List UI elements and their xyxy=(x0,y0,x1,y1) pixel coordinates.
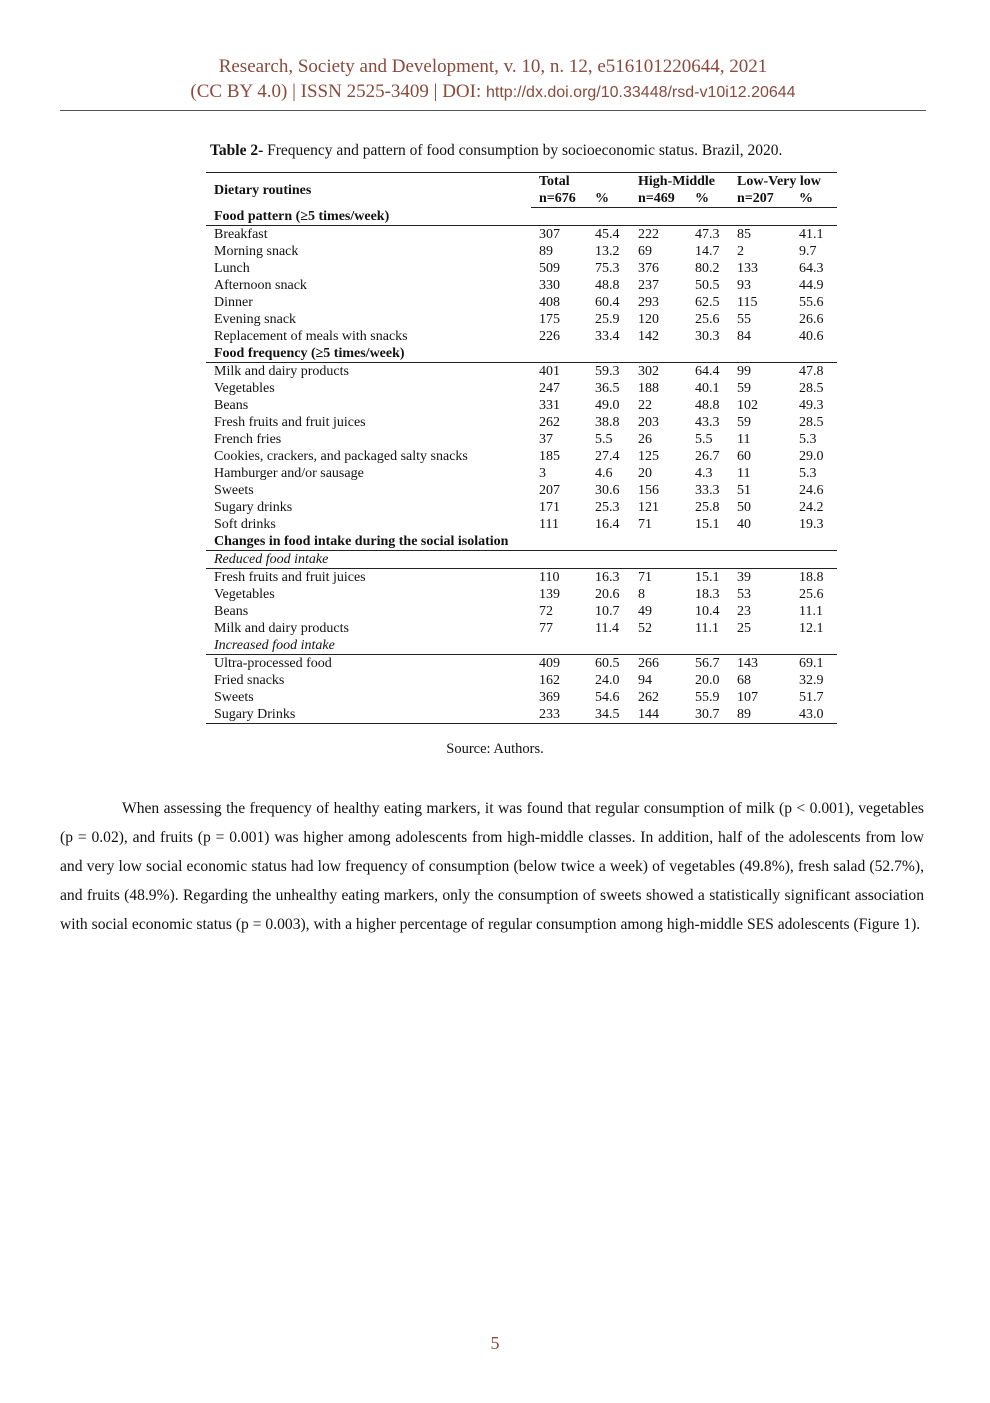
table-row xyxy=(206,586,837,603)
table-row xyxy=(206,603,837,620)
cell-routine: Milk and dairy products xyxy=(214,621,349,636)
table-caption xyxy=(210,141,850,161)
cell-low-n: 133 xyxy=(737,261,759,276)
header-high-middle: High-Middle xyxy=(630,173,729,191)
cell-routine: Vegetables xyxy=(214,381,275,396)
table-row xyxy=(206,499,837,516)
table-row xyxy=(206,328,837,345)
cell-routine: Sweets xyxy=(214,690,254,705)
cell-total-n: 111 xyxy=(539,517,559,532)
subsection-heading xyxy=(206,637,837,655)
cell-low-pct: 32.9 xyxy=(799,673,824,688)
cell-total-n: 72 xyxy=(539,604,553,619)
cell-routine: Morning snack xyxy=(214,244,299,259)
table-row xyxy=(206,260,837,277)
table-row xyxy=(206,465,837,482)
header-total: Total xyxy=(531,173,630,191)
cell-low-pct: 11.1 xyxy=(799,604,824,619)
cell-total-n: 3 xyxy=(539,466,546,481)
cell-high-pct: 40.1 xyxy=(695,381,720,396)
header-high-n: n=469 xyxy=(630,190,687,208)
cell-total-pct: 34.5 xyxy=(587,706,630,724)
table-row xyxy=(206,294,837,311)
cell-high-pct: 10.4 xyxy=(695,604,720,619)
license-issn-doi-line xyxy=(60,79,926,105)
cell-total-pct: 54.6 xyxy=(595,690,620,705)
cell-routine: Beans xyxy=(214,604,249,619)
header-total-pct: % xyxy=(587,190,630,208)
cell-low-pct: 19.3 xyxy=(799,517,824,532)
running-header xyxy=(60,54,926,105)
food-consumption-table xyxy=(206,172,837,724)
cell-low-n: 2 xyxy=(737,244,745,259)
header-low-very-low: Low-Very low xyxy=(729,173,837,191)
cell-routine: Sugary drinks xyxy=(214,500,293,515)
cell-high-pct: 30.7 xyxy=(687,706,729,724)
cell-routine: Sweets xyxy=(214,483,254,498)
cell-low-pct: 49.3 xyxy=(799,398,824,413)
cell-low-n: 115 xyxy=(737,295,758,310)
cell-high-pct: 14.7 xyxy=(695,244,720,259)
cell-total-n: 226 xyxy=(539,329,560,344)
cell-high-n: 266 xyxy=(638,656,660,671)
cell-high-n: 22 xyxy=(638,398,653,413)
cell-high-pct: 5.5 xyxy=(695,432,713,447)
cell-low-n: 51 xyxy=(737,483,752,498)
cell-total-n: 369 xyxy=(539,690,560,705)
cell-high-n: 222 xyxy=(638,227,660,242)
table-body xyxy=(206,208,837,724)
cell-high-pct: 11.1 xyxy=(695,621,719,636)
cell-high-n: 293 xyxy=(638,295,660,310)
cell-total-n: 247 xyxy=(539,381,560,396)
cell-low-pct: 28.5 xyxy=(799,415,824,430)
cell-low-n: 89 xyxy=(729,706,791,724)
cell-routine: Afternoon snack xyxy=(214,278,307,293)
cell-low-n: 99 xyxy=(737,364,752,379)
cell-high-n: 237 xyxy=(638,278,660,293)
table-row xyxy=(206,311,837,328)
cell-low-pct: 25.6 xyxy=(799,587,824,602)
cell-total-n: 509 xyxy=(539,261,560,276)
cell-high-pct: 55.9 xyxy=(695,690,720,705)
cell-total-n: 139 xyxy=(539,587,560,602)
table-row xyxy=(206,448,837,465)
cell-total-pct: 4.6 xyxy=(595,466,613,481)
cell-routine: Sugary Drinks xyxy=(206,706,531,724)
cell-high-n: 120 xyxy=(638,312,660,327)
cell-low-n: 40 xyxy=(737,517,752,532)
cell-total-pct: 60.5 xyxy=(595,656,620,671)
cell-low-n: 59 xyxy=(737,381,752,396)
cell-high-n: 188 xyxy=(638,381,660,396)
cell-total-pct: 10.7 xyxy=(595,604,620,619)
cell-total-pct: 48.8 xyxy=(595,278,620,293)
cell-total-pct: 16.3 xyxy=(595,570,620,585)
cell-total-pct: 38.8 xyxy=(595,415,620,430)
cell-total-n: 330 xyxy=(539,278,560,293)
table-row xyxy=(206,689,837,706)
cell-low-n: 11 xyxy=(737,432,751,447)
cell-total-n: 233 xyxy=(531,706,587,724)
header-low-n: n=207 xyxy=(729,190,791,208)
cell-total-n: 185 xyxy=(539,449,560,464)
table-row xyxy=(206,380,837,397)
cell-total-pct: 27.4 xyxy=(595,449,620,464)
cell-low-pct: 64.3 xyxy=(799,261,824,276)
cell-total-pct: 75.3 xyxy=(595,261,620,276)
cell-high-n: 69 xyxy=(638,244,653,259)
cell-routine: Milk and dairy products xyxy=(214,364,349,379)
license-issn-text: (CC BY 4.0) | ISSN 2525-3409 | DOI: xyxy=(190,81,487,102)
cell-total-pct: 60.4 xyxy=(595,295,620,310)
cell-high-pct: 43.3 xyxy=(695,415,720,430)
cell-high-pct: 47.3 xyxy=(695,227,720,242)
cell-total-n: 37 xyxy=(539,432,553,447)
cell-total-n: 409 xyxy=(539,656,560,671)
cell-low-n: 23 xyxy=(737,604,752,619)
cell-low-pct: 43.0 xyxy=(791,706,837,724)
cell-low-n: 68 xyxy=(737,673,752,688)
header-high-pct: % xyxy=(687,190,729,208)
cell-low-n: 102 xyxy=(737,398,759,413)
cell-total-pct: 33.4 xyxy=(595,329,620,344)
cell-high-n: 125 xyxy=(638,449,660,464)
table-row xyxy=(206,672,837,689)
cell-total-pct: 20.6 xyxy=(595,587,620,602)
table-row xyxy=(206,226,837,244)
table-row xyxy=(206,655,837,673)
cell-low-n: 107 xyxy=(737,690,759,705)
section-heading-label: Food frequency (≥5 times/week) xyxy=(206,345,837,363)
header-low-pct: % xyxy=(791,190,837,208)
cell-total-n: 207 xyxy=(539,483,560,498)
cell-high-n: 71 xyxy=(638,570,653,585)
cell-high-n: 144 xyxy=(630,706,687,724)
cell-low-pct: 41.1 xyxy=(799,227,824,242)
table-row xyxy=(206,706,837,724)
cell-total-n: 262 xyxy=(539,415,560,430)
page-number: 5 xyxy=(490,1333,500,1353)
subsection-heading xyxy=(206,551,837,569)
cell-total-pct: 49.0 xyxy=(595,398,620,413)
cell-total-n: 408 xyxy=(539,295,560,310)
cell-high-pct: 18.3 xyxy=(695,587,720,602)
cell-routine: Replacement of meals with snacks xyxy=(214,329,408,344)
cell-routine: Soft drinks xyxy=(214,517,276,532)
cell-low-n: 85 xyxy=(737,227,752,242)
cell-total-pct: 36.5 xyxy=(595,381,620,396)
cell-low-pct: 28.5 xyxy=(799,381,824,396)
table-header xyxy=(206,173,837,208)
cell-low-pct: 44.9 xyxy=(799,278,824,293)
cell-low-n: 53 xyxy=(737,587,752,602)
table-caption-text: Frequency and pattern of food consumption by socioeconomic status. Brazil, 2020. xyxy=(263,142,783,159)
cell-total-n: 162 xyxy=(539,673,560,688)
cell-low-n: 59 xyxy=(737,415,752,430)
cell-total-n: 89 xyxy=(539,244,553,259)
table-row xyxy=(206,431,837,448)
table-row xyxy=(206,277,837,294)
cell-routine: Vegetables xyxy=(214,587,275,602)
cell-routine: Dinner xyxy=(214,295,253,310)
cell-high-pct: 15.1 xyxy=(695,517,720,532)
cell-low-pct: 18.8 xyxy=(799,570,824,585)
cell-low-pct: 24.2 xyxy=(799,500,824,515)
cell-routine: Hamburger and/or sausage xyxy=(214,466,364,481)
cell-total-n: 401 xyxy=(539,364,560,379)
cell-high-pct: 25.8 xyxy=(695,500,720,515)
section-heading-label: Food pattern (≥5 times/week) xyxy=(206,208,837,226)
cell-low-pct: 26.6 xyxy=(799,312,824,327)
header-divider xyxy=(60,110,926,111)
table-source: Source: Authors. xyxy=(446,741,544,757)
cell-total-n: 307 xyxy=(539,227,560,242)
cell-low-n: 55 xyxy=(737,312,752,327)
cell-routine: Breakfast xyxy=(214,227,268,242)
cell-routine: Beans xyxy=(214,398,249,413)
cell-low-pct: 29.0 xyxy=(799,449,824,464)
cell-routine: Lunch xyxy=(214,261,250,276)
cell-low-pct: 5.3 xyxy=(799,432,817,447)
cell-low-n: 25 xyxy=(737,621,752,636)
cell-high-n: 71 xyxy=(638,517,653,532)
cell-routine: Fried snacks xyxy=(214,673,285,688)
cell-high-n: 8 xyxy=(638,587,646,602)
cell-high-pct: 4.3 xyxy=(695,466,713,481)
cell-high-pct: 20.0 xyxy=(695,673,720,688)
cell-high-n: 52 xyxy=(638,621,653,636)
cell-total-n: 110 xyxy=(539,570,560,585)
cell-high-n: 262 xyxy=(638,690,660,705)
cell-total-pct: 16.4 xyxy=(595,517,620,532)
cell-high-pct: 64.4 xyxy=(695,364,720,379)
table-row xyxy=(206,482,837,499)
cell-low-pct: 5.3 xyxy=(799,466,817,481)
cell-high-pct: 30.3 xyxy=(695,329,720,344)
cell-low-pct: 12.1 xyxy=(799,621,824,636)
cell-routine: Ultra-processed food xyxy=(214,656,332,671)
cell-high-pct: 62.5 xyxy=(695,295,720,310)
subsection-heading-label: Reduced food intake xyxy=(206,551,837,569)
cell-routine: Fresh fruits and fruit juices xyxy=(214,415,366,430)
body-paragraph: When assessing the frequency of healthy eating markers, it was found that regular consumption of milk (p < 0.001), vegetables (p = 0.02), and fruits (p = 0.001) was higher among adolescents from high-middle classes. In addition, half of the adolescents from low and very low social economic status had low frequency of consumption (below twice a week) of vegetables (49.8%), fresh salad (52.7%), and fruits (48.9%). Regarding the unhealthy eating markers, only the consumption of sweets showed a statistically significant association with social economic status (p = 0.003), with a higher percentage of regular consumption among high-middle SES adolescents (Figure 1). xyxy=(60,800,924,933)
table-row xyxy=(206,414,837,431)
cell-total-pct: 25.3 xyxy=(595,500,620,515)
cell-high-n: 302 xyxy=(638,364,660,379)
cell-routine: Evening snack xyxy=(214,312,297,327)
cell-low-n: 143 xyxy=(737,656,759,671)
cell-total-pct: 59.3 xyxy=(595,364,620,379)
cell-routine: Cookies, crackers, and packaged salty snacks xyxy=(214,449,468,464)
cell-low-pct: 24.6 xyxy=(799,483,824,498)
cell-high-pct: 33.3 xyxy=(695,483,720,498)
cell-total-pct: 45.4 xyxy=(595,227,620,242)
cell-total-n: 77 xyxy=(539,621,553,636)
cell-low-n: 11 xyxy=(737,466,751,481)
cell-high-n: 26 xyxy=(638,432,653,447)
table-row xyxy=(206,397,837,414)
cell-total-n: 171 xyxy=(539,500,560,515)
table-row xyxy=(206,620,837,637)
cell-low-n: 93 xyxy=(737,278,752,293)
cell-low-pct: 69.1 xyxy=(799,656,824,671)
cell-total-pct: 5.5 xyxy=(595,432,613,447)
cell-low-pct: 51.7 xyxy=(799,690,824,705)
header-total-n: n=676 xyxy=(531,190,587,208)
cell-low-pct: 55.6 xyxy=(799,295,824,310)
journal-citation: Research, Society and Development, v. 10, n. 12, e516101220644, 2021 xyxy=(218,56,768,77)
table-row xyxy=(206,569,837,587)
cell-total-pct: 24.0 xyxy=(595,673,620,688)
cell-high-n: 121 xyxy=(638,500,660,515)
cell-high-pct: 80.2 xyxy=(695,261,720,276)
cell-low-pct: 47.8 xyxy=(799,364,824,379)
cell-routine: French fries xyxy=(214,432,282,447)
cell-total-pct: 13.2 xyxy=(595,244,620,259)
cell-low-n: 60 xyxy=(737,449,752,464)
cell-total-pct: 25.9 xyxy=(595,312,620,327)
table-row xyxy=(206,516,837,533)
cell-total-n: 175 xyxy=(539,312,560,327)
cell-high-pct: 50.5 xyxy=(695,278,720,293)
table-row xyxy=(206,243,837,260)
table-row xyxy=(206,363,837,381)
section-heading xyxy=(206,345,837,363)
cell-total-pct: 11.4 xyxy=(595,621,619,636)
cell-low-pct: 9.7 xyxy=(799,244,817,259)
cell-low-n: 39 xyxy=(737,570,752,585)
cell-high-n: 94 xyxy=(638,673,653,688)
header-dietary-routines: Dietary routines xyxy=(206,173,531,208)
section-heading xyxy=(206,208,837,226)
cell-low-n: 84 xyxy=(737,329,752,344)
cell-high-n: 20 xyxy=(638,466,653,481)
cell-total-pct: 30.6 xyxy=(595,483,620,498)
cell-high-pct: 48.8 xyxy=(695,398,720,413)
cell-routine: Fresh fruits and fruit juices xyxy=(214,570,366,585)
cell-high-n: 49 xyxy=(638,604,653,619)
subsection-heading-label: Increased food intake xyxy=(206,637,837,655)
cell-high-n: 142 xyxy=(638,329,660,344)
cell-total-n: 331 xyxy=(539,398,560,413)
cell-high-pct: 25.6 xyxy=(695,312,720,327)
cell-high-pct: 26.7 xyxy=(695,449,720,464)
table-caption-label: Table 2- xyxy=(210,142,264,159)
cell-high-pct: 15.1 xyxy=(695,570,720,585)
section-heading xyxy=(206,533,837,551)
doi-link[interactable]: http://dx.doi.org/10.33448/rsd-v10i12.20644 xyxy=(486,84,796,101)
cell-low-pct: 40.6 xyxy=(799,329,824,344)
cell-high-n: 156 xyxy=(638,483,660,498)
cell-high-n: 203 xyxy=(638,415,660,430)
section-heading-label: Changes in food intake during the social isolation xyxy=(206,533,837,551)
cell-high-pct: 56.7 xyxy=(695,656,720,671)
cell-high-n: 376 xyxy=(638,261,660,276)
cell-low-n: 50 xyxy=(737,500,752,515)
